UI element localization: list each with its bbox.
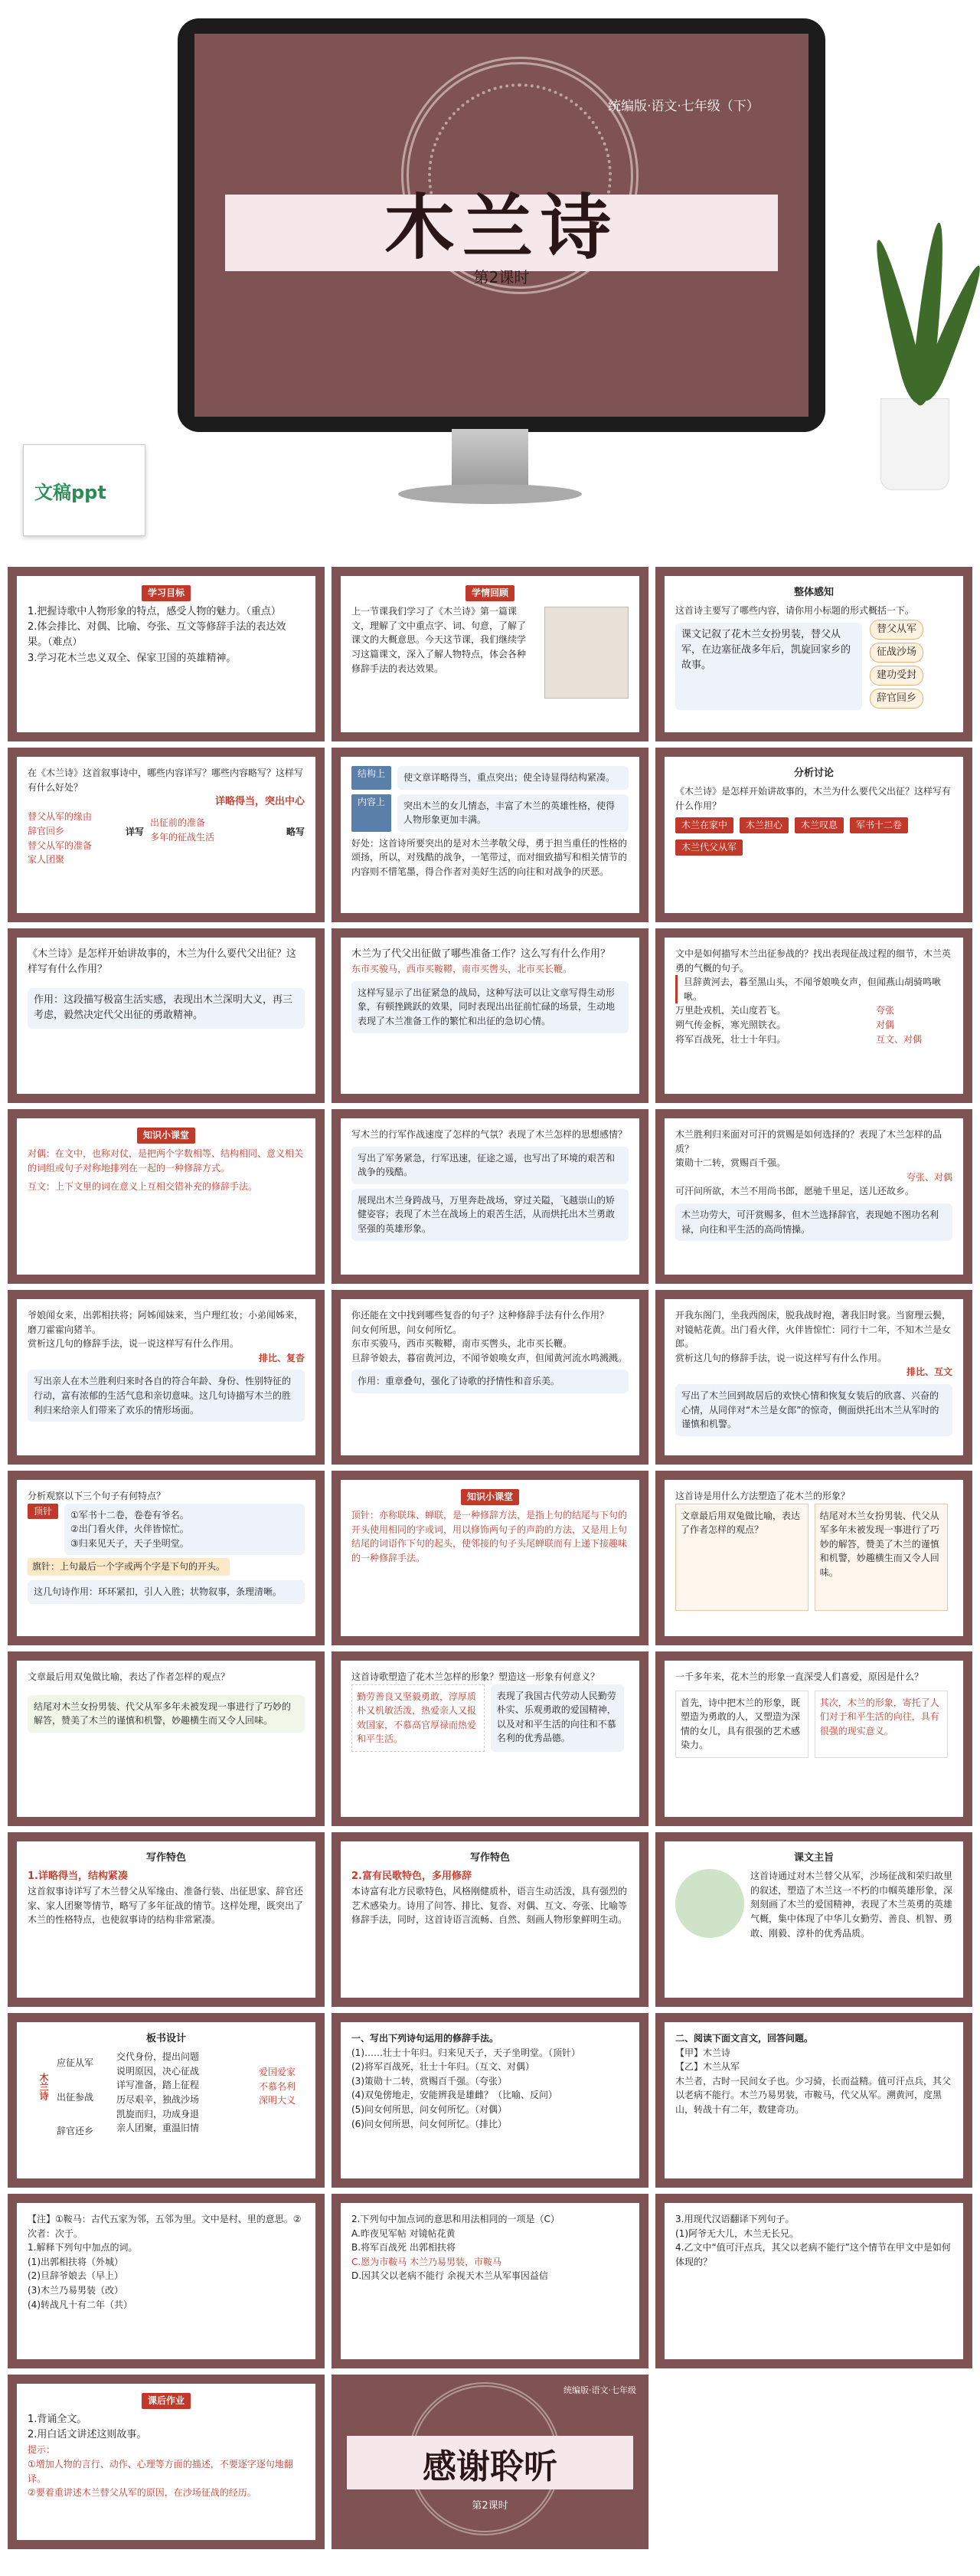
exercise-item: (3)木兰乃易男装（改） xyxy=(28,2284,123,2296)
board-trait: 深明大义 xyxy=(259,2095,296,2106)
list-item: 家人团聚 xyxy=(28,854,65,866)
poem-line: 问女何所思，问女何所忆。 xyxy=(351,1324,462,1335)
answer-box: 结尾对木兰女扮男装、代父从军多年未被发现一事进行了巧妙的解答，赞美了木兰的谨慎和机警，妙趣横生而又令人回味。 xyxy=(815,1504,948,1611)
slide-exercise-1 xyxy=(332,2013,648,2188)
answer-box: 表现了我国古代劳动人民勤劳朴实、乐观勇敢的爱国精神，以及对和平生活的向往和不慕名利的优秀品德。 xyxy=(491,1684,624,1752)
question-text: 文中是如何描写木兰出征参战的？找出表现征战过程的细节，木兰英勇的气概的句子。 xyxy=(675,948,952,974)
exercise-title: 一、写出下列诗句运用的修辞手法。 xyxy=(351,2033,499,2044)
poem-line: 旦辞爷娘去，暮宿黄河边，不闻爷娘唤女声，但闻黄河流水鸣溅溅。 xyxy=(351,1352,628,1363)
flow-step: 木兰代父从军 xyxy=(675,840,743,856)
slide-popularity xyxy=(655,1651,972,1826)
answer-box: 作用：这段描写极富生活实感，表现出木兰深明大义，再三考虑，毅然决定代父出征的勇敢精神。 xyxy=(28,988,305,1028)
question-text: 分析观察以下三个句子有何特点？ xyxy=(28,1491,166,1501)
poem-line: ③归来见天子，天子坐明堂。 xyxy=(70,1537,189,1549)
answer-box: 写出了军务紧急，行军迅速，征途之遥，也写出了环境的艰苦和战争的残酷。 xyxy=(351,1147,629,1184)
answer-box: 这几句诗作用：环环紧扣，引人入胜；状物叙事，条理清晰。 xyxy=(28,1580,305,1604)
definition-text: 旗针：上句最后一个字或两个字是下句的开头。 xyxy=(28,1558,230,1576)
exercise-item: 4.乙文中“值可汗点兵，其父以老病不能行”这个情节在甲文中是如何体现的？ xyxy=(675,2242,951,2267)
knowledge-text: 对偶：在文中，也称对仗，是把两个字数相等、结构相同、意义相关的词组或句子对称地排列在一起的一种修辞方式。 xyxy=(28,1148,304,1173)
body-text: 本诗富有北方民歌特色，风格刚健质朴，语言生动活泼，具有强烈的艺术感染力。诗用了问答、排比、复沓、对偶、互文、夸张、比喻等修辞手法，同时，这首诗语言流畅、自然、刻画人物形象鲜明生动。 xyxy=(351,1886,628,1926)
slide-benefit xyxy=(332,748,648,922)
board-row: 亲人团聚，重温旧情 xyxy=(116,2123,200,2134)
label-content: 内容上 xyxy=(351,794,391,832)
slide-theme xyxy=(655,1832,972,2007)
slide-discussion xyxy=(655,748,972,922)
slide-exercise-3 xyxy=(8,2194,325,2368)
thanks-title: 感谢聆听 xyxy=(423,2447,557,2486)
list-item: 替父从军的准备 xyxy=(28,840,93,851)
lesson-label: 第2课时 xyxy=(472,2500,508,2512)
exercise-item: (1)……壮士十年归。归来见天子，天子坐明堂。（顶针） xyxy=(351,2047,581,2058)
question-text: 在《木兰诗》这首叙事诗中，哪些内容详写？哪些内容略写？这样写有什么好处？ xyxy=(28,768,304,793)
board-row: 详写准备，踏上征程 xyxy=(116,2080,200,2091)
slide-title: 写作特色 xyxy=(145,1852,186,1864)
illustration-image xyxy=(544,607,629,699)
mulan-figure-icon xyxy=(675,1869,744,1938)
answer-box: 其次，木兰的形象，寄托了人们对于和平生活的向往，具有很强的现实意义。 xyxy=(815,1691,948,1758)
question-text: 《木兰诗》是怎样开始讲故事的，木兰为什么要代父出征？这样写有什么作用？ xyxy=(28,948,297,976)
slide-writing-1 xyxy=(8,1832,325,2007)
plant-pot xyxy=(880,398,949,490)
slide-title: 课文主旨 xyxy=(793,1852,834,1864)
body-text: 木兰者，古时一民间女子也。少习骑，长而益精。值可汗点兵，其父以老病不能行。木兰乃易男装，市鞍马，代父从军。溯黄河，度黑山，转战十有二年，数建奇功。 xyxy=(675,2075,952,2115)
slide-overview xyxy=(655,567,972,741)
device-tag: 夸张、对偶 xyxy=(906,1171,952,1183)
homework-item: 2.用白话文讲述这则故事。 xyxy=(28,2429,147,2441)
brand-logo: 文稿ppt xyxy=(34,482,106,503)
exercise-item: (4)转战凡十有二年（共） xyxy=(28,2299,132,2310)
slide-title: 知识小课堂 xyxy=(461,1489,519,1505)
board-stage: 应征从军 xyxy=(57,2057,94,2069)
slide-shuangtu xyxy=(8,1651,325,1826)
slide-knowledge-dingzhen xyxy=(332,1471,648,1645)
question-text: 《木兰诗》是怎样开始讲故事的，木兰为什么要代父出征？这样写有什么作用？ xyxy=(675,786,952,811)
label-brief: 略写 xyxy=(286,826,305,838)
slide-writing-2 xyxy=(332,1832,648,2007)
slide-opening xyxy=(8,928,325,1103)
option-item: D.因其父以老病不能行 余视天木兰从军事因益信 xyxy=(351,2270,548,2282)
option-item: A.昨夜见军帖 对镜帖花黄 xyxy=(351,2227,456,2239)
objective-item: 1.把握诗歌中人物形象的特点，感受人物的魅力。（重点） xyxy=(28,606,281,618)
homework-item: ②要着重讲述木兰替父从军的原因，在沙场征战的经历。 xyxy=(28,2487,256,2499)
slide-reward xyxy=(655,1109,972,1284)
poem-line: ②出门看火伴，火伴皆惊忙。 xyxy=(70,1524,189,1535)
question-text: 木兰胜利归来面对可汗的赏赐是如何选择的？表现了木兰怎样的品质？ xyxy=(675,1129,942,1154)
slide-title: 分析讨论 xyxy=(793,768,834,779)
hero-banner xyxy=(0,0,980,567)
lesson-label: 第2课时 xyxy=(473,268,530,286)
answer-box: 写出亲人在木兰胜利归来时各自的符合年龄、身份、性别特征的行动，富有浓郁的生活气息和亲切意味。这几句诗描写木兰的胜利归来给亲人们带来了欢乐的情形场面。 xyxy=(28,1370,305,1422)
homework-item: ①增加人物的言行、动作、心理等方面的描述，不要逐字逐句地翻译。 xyxy=(28,2459,293,2484)
heading-text: 详略得当，突出中心 xyxy=(214,796,305,808)
device-tag: 夸张 xyxy=(876,1005,895,1016)
slide-title: 整体感知 xyxy=(793,587,834,598)
board-row: 历尽艰辛，独战沙场 xyxy=(116,2093,200,2105)
body-text: 这首诗通过对木兰替父从军，沙场征战和荣归故里的叙述，塑造了木兰这一不朽的巾帼英雄形象，深刻刻画了木兰的爱国精神，表现了木兰英勇的英雄气概，集中体现了中华儿女勤劳、善良、机智、勇敢、刚毅、淳朴的优秀品质。 xyxy=(750,1871,953,1939)
text-heading: 【乙】木兰从军 xyxy=(675,2061,740,2073)
note-text: 【注】①鞍马：古代五家为邻，五邻为里。文中是村、里的意思。②次者：次于。 xyxy=(28,2214,302,2239)
slide-title: 课后作业 xyxy=(142,2393,191,2409)
exercise-title: 二、阅读下面文言文，回答问题。 xyxy=(675,2033,814,2044)
quote-line: 旦辞黄河去，暮至黑山头，不闻爷娘唤女声，但闻燕山胡骑鸣啾啾。 xyxy=(675,975,952,1003)
quote-line: 可汗问所欲，木兰不用尚书郎，愿驰千里足，送儿还故乡。 xyxy=(675,1186,915,1197)
monitor-frame xyxy=(178,18,825,432)
slide-board xyxy=(8,2013,325,2188)
poem-line: 东市买骏马，西市买鞍鞯，南市买辔头，北市买长鞭。 xyxy=(351,1338,573,1350)
slide-homework xyxy=(8,2375,325,2549)
question-text: 3.用现代汉语翻译下列句子。 xyxy=(675,2214,795,2224)
slide-detail xyxy=(8,748,325,922)
subtitle-pill: 建功受封 xyxy=(870,666,923,686)
slide-home xyxy=(655,1290,972,1465)
slide-objectives xyxy=(8,567,325,741)
board-row: 凯旋而归，功成身退 xyxy=(116,2108,200,2119)
question-text: 2.下列句中加点词的意思和用法相同的一项是（C） xyxy=(351,2214,560,2224)
poem-line: ①军书十二卷，卷卷有爷名。 xyxy=(70,1509,189,1520)
question-text: 这首诗是用什么方法塑造了花木兰的形象？ xyxy=(675,1491,851,1501)
slide-image-meaning xyxy=(332,1651,648,1826)
answer-box: 勤劳善良又坚毅勇敢，淳厚质朴又机敏活泼，热爱亲人又报效国家，不慕高官厚禄而热爱和平生活。 xyxy=(351,1684,485,1752)
answer-box: 课文记叙了花木兰女扮男装，替父从军，在边塞征战多年后，凯旋回家乡的故事。 xyxy=(675,623,862,711)
board-stage: 辞官还乡 xyxy=(57,2126,94,2137)
board-root: 木兰诗 xyxy=(38,2073,49,2101)
exercise-item: (1)阿爷无大儿，木兰无长兄。 xyxy=(675,2227,799,2239)
answer-box: 突出木兰的女儿情态，丰富了木兰的英雄性格，使得人物形象更加丰满。 xyxy=(397,794,629,832)
quote-line: 爷娘闻女来，出郭相扶将；阿姊闻妹来，当户理红妆；小弟闻姊来，磨刀霍霍向猪羊。 xyxy=(28,1310,304,1335)
slide-exercise-5 xyxy=(655,2194,972,2368)
monitor-stand xyxy=(452,429,528,490)
device-tag: 对偶 xyxy=(876,1019,895,1030)
homework-item: 提示： xyxy=(28,2444,56,2456)
answer-box: 文章最后用双兔做比喻，表达了作者怎样的观点？ xyxy=(675,1504,808,1611)
subtitle-pill: 征战沙场 xyxy=(870,643,923,663)
knowledge-text: 顶针：亦称联珠、蝉联，是一种修辞方法，是指上句的结尾与下句的开头使用相同的字或词，用以修饰两句子的声韵的方法，又是用上句结尾的词语作下句的起头，使邻接的句子头尾蝉联而有上递下接趣味的一种修辞手法。 xyxy=(351,1510,628,1563)
board-row: 交代身份，提出问题 xyxy=(116,2051,200,2063)
question-text: 写木兰的行军作战速度了怎样的气氛？表现了木兰怎样的思想感情？ xyxy=(351,1129,628,1140)
monitor-base xyxy=(398,484,582,504)
text-heading: 【甲】木兰诗 xyxy=(675,2047,731,2058)
list-item: 替父从军的缘由 xyxy=(28,811,93,823)
cover-title: 木兰诗 xyxy=(384,186,619,269)
series-label: 统编版·语文·七年级 xyxy=(564,2385,636,2395)
review-text: 上一节课我们学习了《木兰诗》第一篇课文，理解了文中重点字、词、句意，了解了课文的大概意思。今天这节课，我们继续学习这篇课文，深入了解人物特点，体会各种修辞手法的表达效果。 xyxy=(351,606,527,674)
answer-box: 这样写显示了出征紧急的战局，这种写法可以让文章写得生动形象，有顿挫跳跃的效果，同时表现出出征前忙碌的场景，生动地表现了木兰准备工作的繁忙和出征的急切心情。 xyxy=(351,981,629,1033)
board-row: 说明原因，决心征战 xyxy=(116,2065,200,2077)
list-item: 辞官回乡 xyxy=(28,825,65,836)
slide-review xyxy=(332,567,648,741)
slide-title: 学情回顾 xyxy=(466,585,514,601)
flow-step: 木兰叹息 xyxy=(795,817,844,833)
quote-line: 开我东阁门，坐我西阁床，脱我战时袍，著我旧时裳。当窗理云鬓，对镜帖花黄。出门看火伴，火伴皆惊忙：同行十二年，不知木兰是女郎。 xyxy=(675,1310,952,1350)
homework-item: 1.背诵全文。 xyxy=(28,2414,87,2426)
question-text: 赏析这几句的修辞手法，说一说这样写有什么作用。 xyxy=(28,1338,240,1350)
slide-title: 写作特色 xyxy=(469,1852,510,1864)
question-text: 这首诗歌塑造了花木兰怎样的形象？塑造这一形象有何意义？ xyxy=(351,1671,600,1682)
device-tag: 排比、复沓 xyxy=(258,1352,305,1363)
slide-title: 学习目标 xyxy=(142,585,191,601)
poem-line: 万里赴戎机，关山度若飞。 xyxy=(675,1005,786,1016)
slide-dingzhen xyxy=(8,1471,325,1645)
slide-preparation xyxy=(332,928,648,1103)
quote-line: 策勋十二转，赏赐百千强。 xyxy=(675,1157,786,1169)
objective-item: 3.学习花木兰忠义双全、保家卫国的英雄精神。 xyxy=(28,652,237,664)
answer-box: 结尾对木兰女扮男装、代父从军多年未被发现一事进行了巧妙的解答，赞美了木兰的谨慎和机警，妙趣横生而又令人回味。 xyxy=(28,1695,305,1733)
slide-battle xyxy=(655,928,972,1103)
device-tag: 互文、对偶 xyxy=(876,1033,923,1045)
knowledge-text: 互文：上下文里的词在意义上互相交错补充的修辞手法。 xyxy=(28,1181,258,1193)
desk-calendar xyxy=(23,444,145,536)
slide-title: 板书设计 xyxy=(145,2033,186,2044)
exercise-item: (6)问女何所思，问女何所忆。（排比） xyxy=(351,2118,507,2129)
slide-exercise-4 xyxy=(332,2194,648,2368)
exercise-item: (5)问女何所思，问女何所忆。（对偶） xyxy=(351,2103,507,2115)
list-item: 多年的征战生活 xyxy=(150,831,215,843)
poem-line: 将军百战死，壮士十年归。 xyxy=(675,1033,786,1045)
cover-slide xyxy=(194,34,808,417)
label-structure: 结构上 xyxy=(351,766,391,790)
series-label: 统编版·语文·七年级（下） xyxy=(608,99,760,114)
flow-step: 木兰在家中 xyxy=(675,817,733,833)
list-item: 出征前的准备 xyxy=(150,817,206,829)
board-stage: 出征参战 xyxy=(57,2091,94,2103)
answer-box: 首先，诗中把木兰的形象，既塑造为勇敢的人，又塑造为深情的女儿，具有很强的艺术感染力。 xyxy=(675,1691,808,1758)
exercise-item: (3)策勋十二转，赏赐百千强。（夸张） xyxy=(351,2075,507,2087)
heading-text: 2.富有民歌特色，多用修辞 xyxy=(351,1871,472,1883)
subtitle-pill: 替父从军 xyxy=(870,620,923,640)
device-tag: 顶针 xyxy=(28,1504,58,1519)
note-text: 好处：这首诗所要突出的是对木兰孝敬父母，勇于担当重任的性格的颂扬，所以，对残酷的战争，一笔带过，而对细致描写和相关情节的内容则不惜笔墨，得合作者对美好生活的向往和对战争的厌恶。 xyxy=(351,837,628,877)
slide-thanks xyxy=(332,2375,648,2549)
heading-text: 1.详略得当，结构紧凑 xyxy=(28,1871,128,1883)
option-item: C.愿为市鞍马 木兰乃易男装，市鞍马 xyxy=(351,2256,502,2267)
subtitle-pill: 辞官回乡 xyxy=(870,689,923,709)
body-text: 这首叙事诗详写了木兰替父从军缘由、准备行装、出征思家、辞官还家、家人团聚等情节，略写了多年征战的情节。这样处理，既突出了木兰的性格特点，也使叙事诗的结构非常紧凑。 xyxy=(28,1886,304,1926)
device-tag: 排比、互文 xyxy=(906,1367,952,1378)
objective-item: 2.体会排比、对偶、比喻、夸张、互文等修辞手法的表达效果。（难点） xyxy=(28,621,286,649)
poem-line: 朔气传金柝，寒光照铁衣。 xyxy=(675,1019,786,1030)
flow-step: 军书十二卷 xyxy=(850,817,908,833)
answer-box: 写出了木兰回到故居后的欢快心情和恢复女装后的欣喜、兴奋的心情，从同伴对“木兰是女郎”的惊奇，侧面烘托出木兰从军时的谨慎和机警。 xyxy=(675,1384,952,1436)
label-detail: 详写 xyxy=(126,826,145,838)
slide-march xyxy=(332,1109,648,1284)
question-text: 你还能在文中找到哪些复沓的句子？这种修辞手法有什么作用？ xyxy=(351,1310,609,1321)
question-text: 文章最后用双兔做比喻，表达了作者怎样的观点？ xyxy=(28,1671,230,1682)
slide-return-family xyxy=(8,1290,325,1465)
question-text: 一千多年来，花木兰的形象一直深受人们喜爱，原因是什么？ xyxy=(675,1671,924,1682)
board-trait: 不慕名利 xyxy=(259,2080,296,2092)
question-text: 1.解释下列句中加点的词。 xyxy=(28,2242,138,2254)
flow-step: 木兰担心 xyxy=(740,817,789,833)
answer-box: 木兰功劳大，可汗赏赐多，但木兰选择辞官，表现她不图功名利禄，向往和平生活的高尚情操。 xyxy=(675,1203,952,1241)
answer-box: 展现出木兰身跨战马，万里奔赴战场，穿过关隘，飞越崇山的矫健姿容；表现了木兰在战场上的艰苦生活，从而烘托出木兰勇敢坚强的英雄形象。 xyxy=(351,1189,629,1241)
exercise-item: (4)双兔傍地走，安能辨我是雄雌？（比喻、反问） xyxy=(351,2090,557,2101)
slide-repetition xyxy=(332,1290,648,1465)
exercise-item: (1)出郭相扶将（外城） xyxy=(28,2256,123,2267)
slide-title: 知识小课堂 xyxy=(137,1128,195,1144)
slide-knowledge-duiou xyxy=(8,1109,325,1284)
option-item: B.将军百战死 出郭相扶将 xyxy=(351,2242,456,2254)
quote-line: 东市买骏马，西市买鞍鞯，南市买辔头，北市买长鞭。 xyxy=(351,964,573,975)
question-text: 这首诗主要写了哪些内容，请你用小标题的形式概括一下。 xyxy=(675,605,915,617)
answer-box: 使文章详略得当，重点突出；使全诗显得结构紧凑。 xyxy=(397,766,629,790)
exercise-item: (2)旦辞爷娘去（早上） xyxy=(28,2270,123,2282)
question-text: 赏析这几句的修辞手法，说一说这样写有什么作用。 xyxy=(675,1352,887,1363)
board-trait: 爱国爱家 xyxy=(259,2067,296,2078)
question-text: 木兰为了代父出征做了哪些准备工作？这么写有什么作用？ xyxy=(351,948,611,960)
exercise-item: (2)将军百战死，壮士十年归。（互文、对偶） xyxy=(351,2061,534,2073)
answer-box: 作用：重章叠句，强化了诗歌的抒情性和音乐美。 xyxy=(351,1370,629,1393)
slide-exercise-2 xyxy=(655,2013,972,2188)
slide-metaphor xyxy=(655,1471,972,1645)
